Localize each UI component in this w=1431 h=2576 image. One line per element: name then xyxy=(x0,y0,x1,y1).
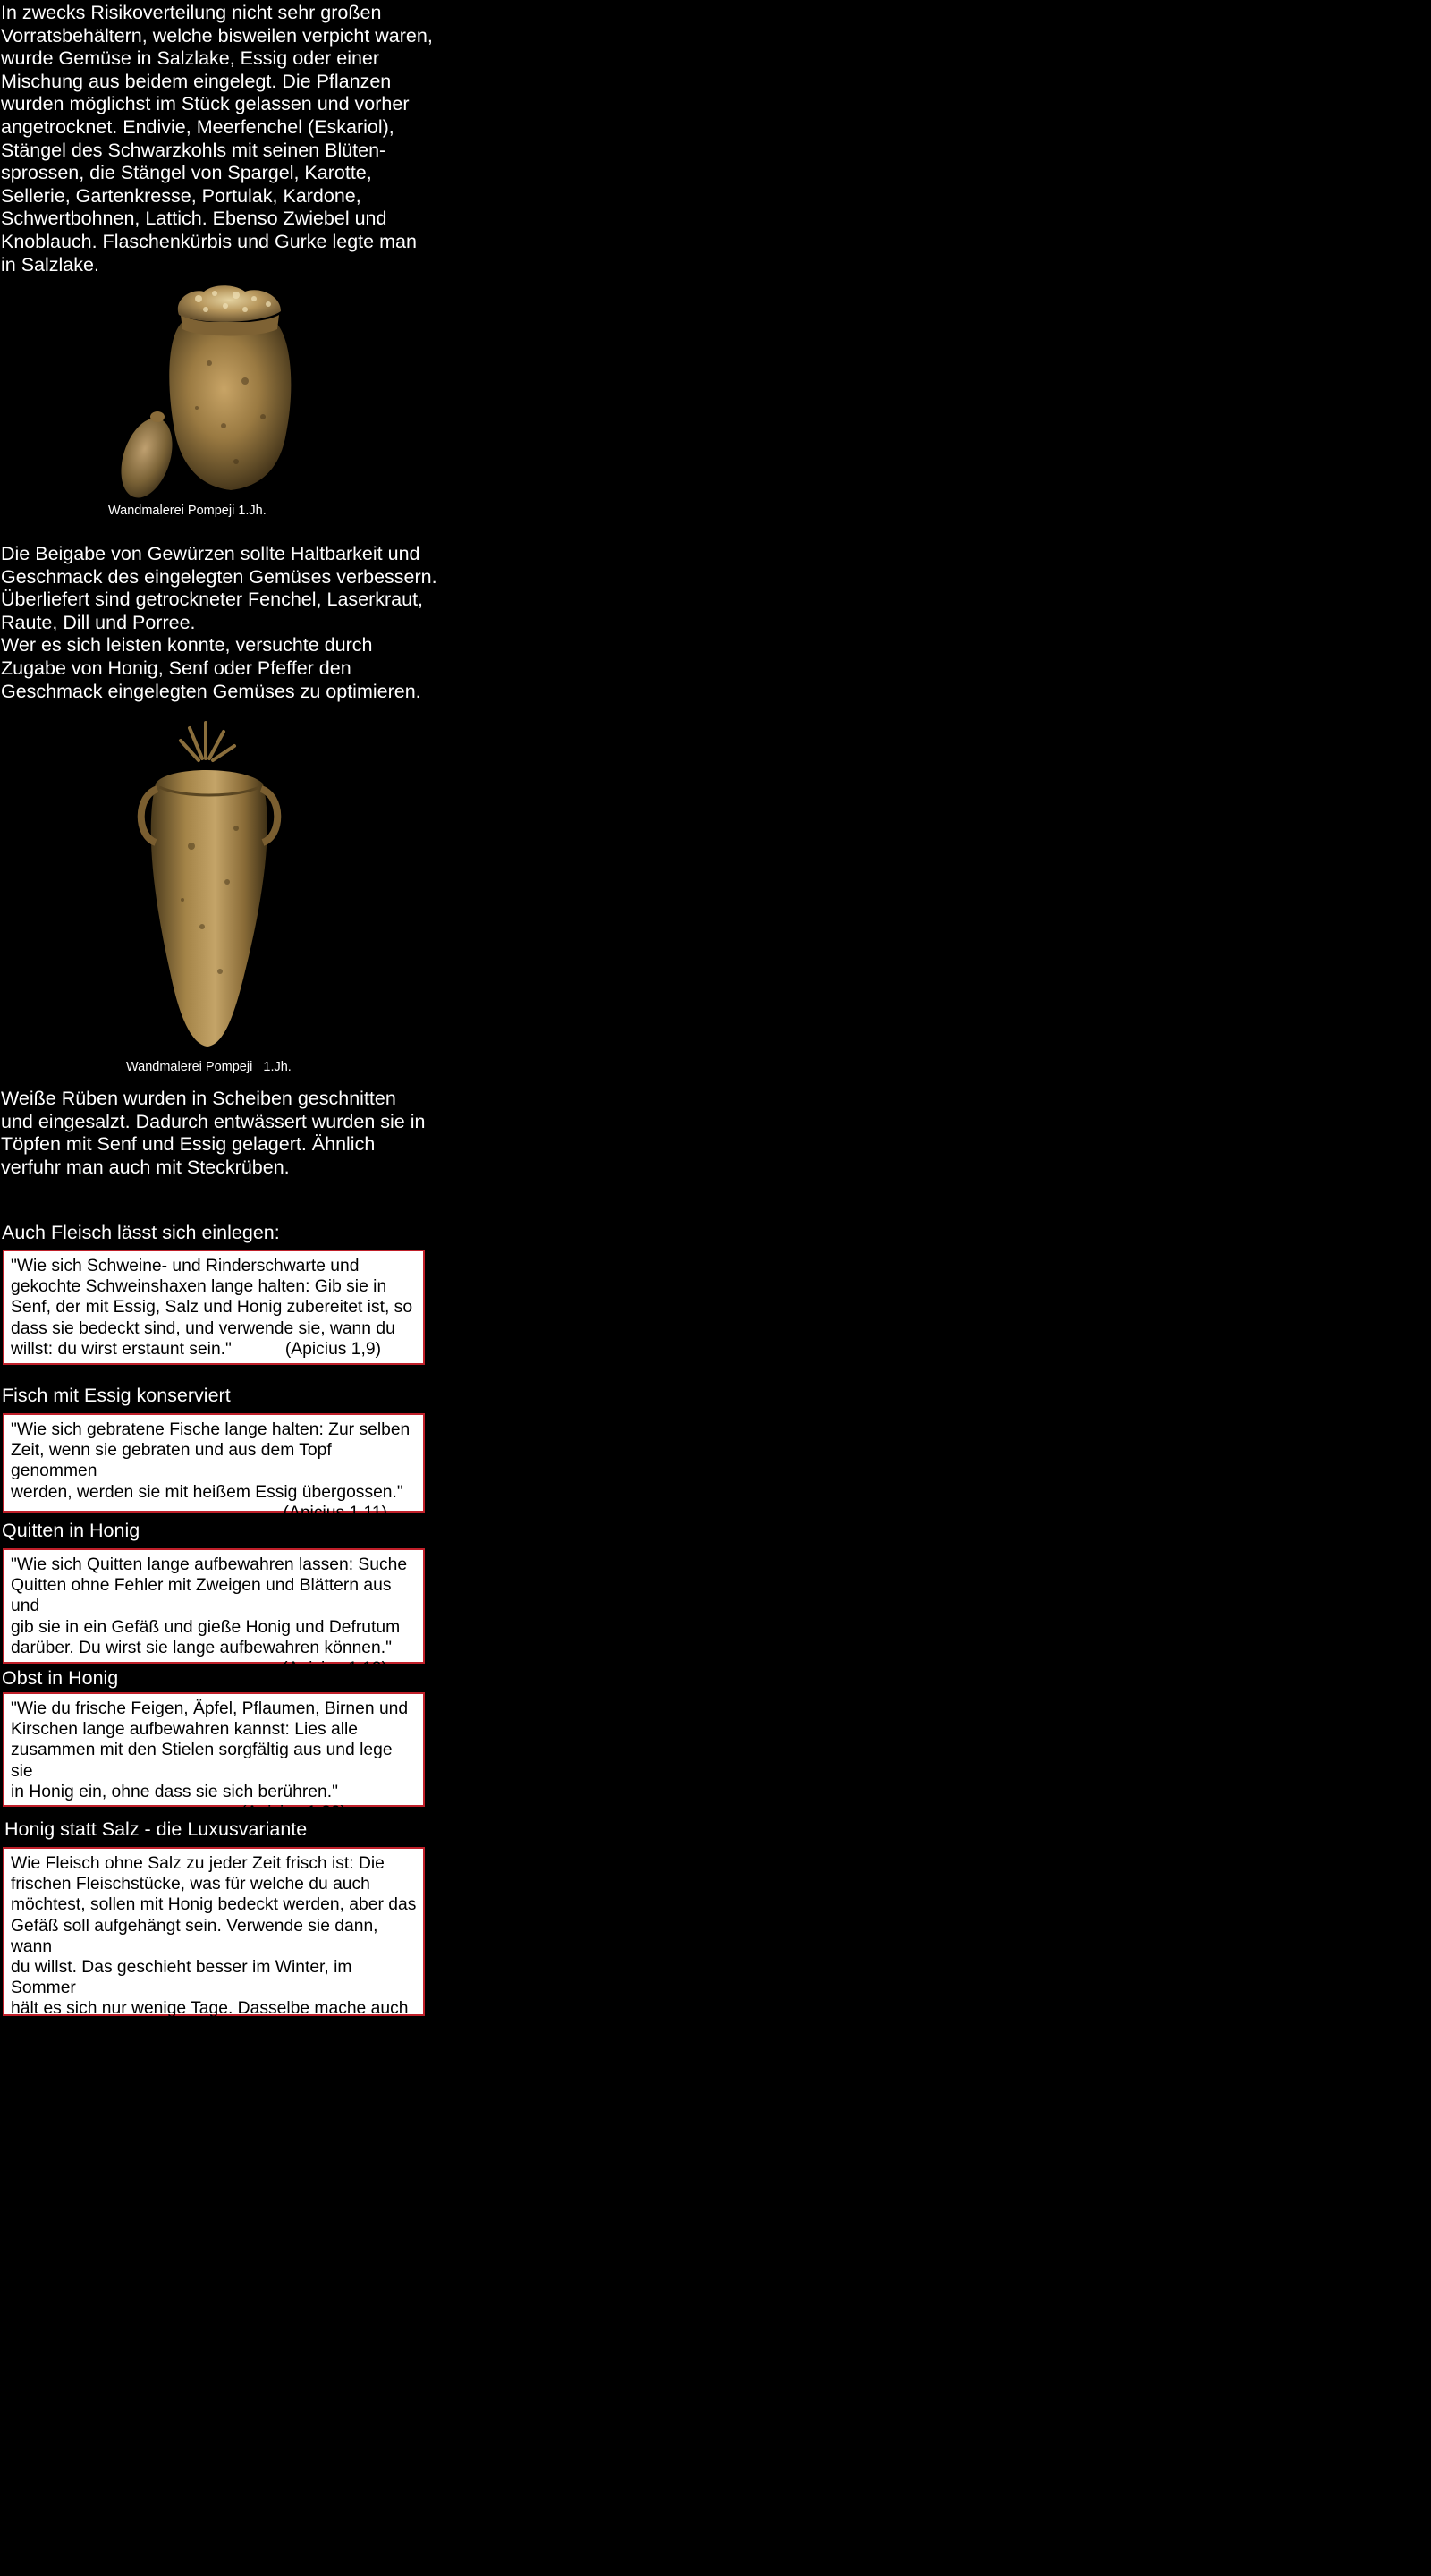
quote-reference: (Apicius 1,20) xyxy=(241,1803,346,1823)
section-heading-honey: Honig statt Salz - die Luxusvariante xyxy=(4,1818,308,1840)
turnip-paragraph: Weiße Rüben wurden in Scheiben geschnitten und eingesalzt. Dadurch entwässert wurden sie in Töpfen mit Senf und Essig gelagert. Ähnlich verfuhr man auch mit Steckrüben. xyxy=(1,1088,426,1178)
quote-reference: (Apicius 1,11) xyxy=(283,1503,387,1522)
intro-paragraph: In zwecks Risikoverteilung nicht sehr großen Vorratsbehältern, welche bisweilen verpicht waren, wurde Gemüse in Salzlake, Essig oder einer Mischung aus beidem eingelegt. Die Pflanzen wurden möglichst im Stück gelassen und vorher angetrocknet. Endivie, Meerfenchel (Eskariol), Stängel des Schwarzkohls mit seinen Blüten- sprossen, die Stängel von Spargel, Karotte, Sellerie, Gartenkresse, Portulak, Kardone, Schwertbohnen, Lattich. Ebenso Zwiebel und Knoblauch. Flaschenkürbis und Gurke legte man in Salzlake. xyxy=(1,2,433,275)
quote-box-honey xyxy=(3,1847,425,2039)
quote-text: "Wie sich Schweine- und Rinderschwarte und gekochte Schweinshaxen lange halten: Gib sie in Senf, der mit Essig, Salz und Honig zubereitet ist, so dass sie bedeckt sind, und verwende sie, wann du willst: du wirst erstaunt sein." xyxy=(11,1257,413,1359)
spices-paragraph: Die Beigabe von Gewürzen sollte Haltbarkeit und Geschmack des eingelegten Gemüses verbessern. Überliefert sind getrockneter Fenchel, Laserkraut, Raute, Dill und Porree. Wer es sich leisten konnte, versuchte durch Zugabe von Honig, Senf oder Pfeffer den Geschmack eingelegten Gemüses zu optimieren. xyxy=(1,543,437,702)
figure-caption-vessel: Wandmalerei Pompeji 1.Jh. xyxy=(126,1060,292,1074)
lidded-clay-pot-image xyxy=(111,283,301,503)
quote-reference: (Apicius 1,8) xyxy=(241,2020,337,2039)
quote-text: "Wie du frische Feigen, Äpfel, Pflaumen, Birnen und Kirschen lange aufbewahren kannst: Lies alle zusammen mit den Stielen sorgfältig aus und lege sie in Honig ein, ohne dass sie sich berühren." xyxy=(11,1699,409,1801)
quote-reference: (Apicius 1,9) xyxy=(284,1339,382,1359)
quote-text: Wie Fleisch ohne Salz zu jeder Zeit frisch ist: Die frischen Fleischstücke, was für welche du auch möchtest, sollen mit Honig bedeckt werden, aber das Gefäß soll aufgehängt sein. Verwende sie dann, wann du willst. Das geschieht besser im Winter, im Sommer hält es sich nur wenige Tage. Dasselbe mache auch bei gekochtem Fleisch. xyxy=(11,1854,417,2039)
quote-box-fruit xyxy=(3,1692,425,1823)
quote-text: "Wie sich Quitten lange aufbewahren lassen: Suche Quitten ohne Fehler mit Zweigen und Blättern aus und gib sie in ein Gefäß und gieße Honig und Defrutum darüber. Du wirst sie lange aufbewahren können." xyxy=(11,1555,408,1657)
figure-caption-pot: Wandmalerei Pompeji 1.Jh. xyxy=(108,504,267,518)
quote-text: "Wie sich gebratene Fische lange halten: Zur selben Zeit, wenn sie gebraten und aus dem Topf genommen werden, werden sie mit heißem Essig übergossen." xyxy=(11,1420,411,1502)
section-heading-fish: Fisch mit Essig konserviert xyxy=(2,1385,231,1406)
conical-vessel-image xyxy=(120,721,292,1052)
quote-box-fish xyxy=(3,1413,425,1522)
section-heading-quinces: Quitten in Honig xyxy=(2,1520,140,1541)
quote-box-meat xyxy=(3,1250,425,1365)
quote-reference: (Apicius 1,19) xyxy=(282,1659,387,1679)
section-heading-fruit: Obst in Honig xyxy=(2,1667,119,1689)
section-heading-meat: Auch Fleisch lässt sich einlegen: xyxy=(2,1222,280,1243)
